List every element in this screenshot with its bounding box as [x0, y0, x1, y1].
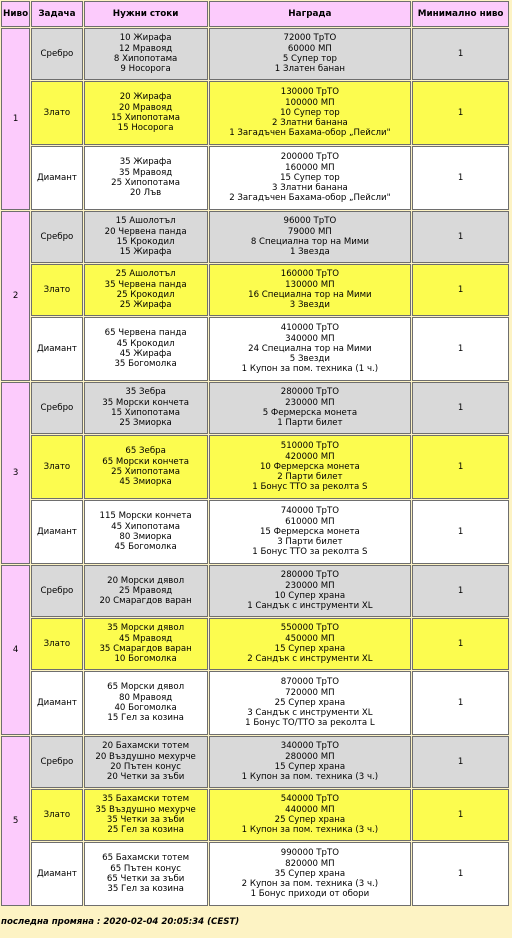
reward-item: 450000 МП — [285, 633, 335, 644]
reward-cell — [209, 317, 412, 381]
min-level-cell: 1 — [412, 842, 509, 906]
required-item: 15 Ашолотъл — [115, 216, 176, 227]
reward-item: 1 Сандък с инструменти XL — [247, 601, 373, 612]
required-item: 25 Мравояд — [118, 585, 173, 596]
required-item: 45 Крокодил — [116, 338, 175, 349]
reward-item: 610000 МП — [285, 516, 335, 527]
reward-item: 5 Супер тор — [282, 54, 337, 64]
required-items-cell — [84, 435, 208, 499]
required-item: 20 Пътен конус — [110, 762, 181, 772]
reward-item: 15 Фермерска монета — [259, 526, 360, 537]
task-tier-cell: Злато — [31, 264, 82, 316]
reward-item: 15 Супер тор — [280, 172, 340, 183]
required-item: 65 Морски дявол — [107, 682, 185, 693]
required-item: 45 Жирафа — [119, 349, 172, 359]
required-item: 10 Богомолка — [114, 654, 177, 665]
required-items-cell — [84, 81, 208, 145]
table-row — [1, 500, 509, 564]
reward-item: 10 Фермерска монета — [259, 461, 360, 472]
required-item: 15 Жирафа — [119, 247, 172, 258]
required-item: 40 Богомолка — [114, 703, 177, 713]
table-row — [1, 565, 509, 617]
required-item: 20 Червена панда — [104, 226, 187, 237]
level-cell: 1 — [1, 28, 30, 210]
required-item: 35 Гел за козина — [107, 884, 184, 895]
min-level-cell: 1 — [412, 264, 509, 316]
reward-cell — [209, 671, 412, 735]
reward-item: 230000 МП — [285, 397, 335, 408]
table-row — [1, 435, 509, 499]
reward-item: 1 Купон за пом. техника (3 ч.) — [241, 772, 379, 783]
reward-item: 160000 ТрТО — [280, 269, 340, 280]
reward-item: 410000 ТрТО — [280, 323, 340, 334]
reward-item: 100000 МП — [285, 97, 335, 108]
reward-cell — [209, 500, 412, 564]
min-level-cell: 1 — [412, 789, 509, 841]
required-items-cell — [84, 736, 208, 788]
required-item: 65 Червена панда — [104, 328, 187, 339]
table-row — [1, 28, 509, 80]
required-item: 35 Мравояд — [118, 167, 173, 178]
required-items-cell — [84, 211, 208, 263]
reward-cell — [209, 146, 412, 210]
header-task: Задача — [31, 1, 82, 27]
reward-item: 740000 ТрТО — [280, 506, 340, 517]
required-items-cell — [84, 618, 208, 670]
required-item: 25 Жирафа — [119, 300, 172, 311]
table-body — [1, 28, 509, 906]
reward-cell — [209, 565, 412, 617]
reward-item: 200000 ТрТО — [280, 152, 340, 163]
required-item: 65 Морски кончета — [102, 456, 189, 467]
required-item: 35 Жирафа — [119, 157, 172, 168]
required-item: 15 Хипопотама — [111, 408, 181, 418]
header-min-level: Минимално ниво — [412, 1, 509, 27]
task-tier-cell: Диамант — [31, 146, 82, 210]
reward-item: 340000 ТрТО — [280, 741, 340, 752]
min-level-cell: 1 — [412, 736, 509, 788]
required-item: 20 Смарагдов варан — [99, 596, 192, 607]
reward-cell — [209, 435, 412, 499]
required-item: 20 Въздушно мехурче — [95, 751, 196, 762]
reward-cell — [209, 789, 412, 841]
required-item: 20 Четки за зъби — [106, 772, 185, 783]
reward-item: 1 Златен банан — [274, 64, 345, 75]
task-tier-cell: Сребро — [31, 382, 82, 434]
reward-item: 510000 ТрТО — [280, 441, 340, 452]
task-tier-cell: Злато — [31, 435, 82, 499]
reward-item: 15 Супер храна — [274, 762, 346, 772]
required-item: 35 Морски кончета — [102, 397, 189, 408]
reward-item: 96000 ТрТО — [283, 216, 337, 227]
table-row — [1, 146, 509, 210]
task-tier-cell: Диамант — [31, 317, 82, 381]
level-cell: 5 — [1, 736, 30, 906]
required-item: 15 Носорога — [117, 123, 174, 134]
task-tier-cell: Злато — [31, 618, 82, 670]
required-items-cell — [84, 842, 208, 906]
required-items-cell — [84, 500, 208, 564]
task-tier-cell: Диамант — [31, 671, 82, 735]
reward-item: 820000 МП — [285, 858, 335, 869]
reward-item: 10 Супер тор — [280, 107, 340, 118]
reward-item: 1 Загадъчен Бахама-обор „Пейсли" — [229, 128, 391, 139]
table-row — [1, 264, 509, 316]
required-item: 35 Смарагдов варан — [99, 644, 192, 654]
reward-item: 280000 ТрТО — [280, 387, 340, 398]
task-tier-cell: Сребро — [31, 736, 82, 788]
required-items-cell — [84, 28, 208, 80]
reward-item: 3 Златни банана — [272, 183, 348, 194]
reward-item: 1 Бонус приходи от обори — [250, 889, 370, 900]
reward-item: 550000 ТрТО — [280, 623, 340, 634]
reward-item: 25 Супер храна — [274, 815, 346, 825]
required-item: 65 Четки за зъби — [106, 874, 185, 884]
table-row — [1, 789, 509, 841]
header-level: Ниво — [1, 1, 30, 27]
required-item: 12 Мравояд — [118, 43, 173, 54]
reward-cell — [209, 382, 412, 434]
min-level-cell: 1 — [412, 146, 509, 210]
required-items-cell — [84, 565, 208, 617]
required-item: 45 Хипопотама — [111, 521, 181, 532]
required-item: 35 Четки за зъби — [106, 815, 185, 825]
required-item: 45 Змиорка — [119, 477, 172, 488]
required-item: 10 Жирафа — [119, 33, 172, 44]
required-item: 20 Мравояд — [118, 102, 173, 113]
reward-item: 420000 МП — [285, 451, 335, 462]
reward-item: 16 Специална тор на Мими — [248, 290, 372, 300]
task-tier-cell: Сребро — [31, 211, 82, 263]
task-tier-cell: Сребро — [31, 565, 82, 617]
reward-item: 340000 МП — [285, 333, 335, 344]
reward-item: 2 Купон за пом. техника (3 ч.) — [241, 879, 379, 890]
required-items-cell — [84, 789, 208, 841]
reward-item: 280000 МП — [285, 751, 335, 762]
reward-item: 2 Загадъчен Бахама-обор „Пейсли" — [229, 193, 391, 204]
required-item: 35 Зебра — [125, 387, 166, 398]
required-item: 25 Хипопотама — [111, 178, 181, 188]
min-level-cell: 1 — [412, 317, 509, 381]
required-item: 20 Морски дявол — [107, 575, 185, 586]
task-tier-cell: Сребро — [31, 28, 82, 80]
table-row — [1, 618, 509, 670]
required-item: 25 Хипопотама — [111, 467, 181, 477]
reward-item: 160000 МП — [285, 162, 335, 173]
reward-item: 5 Звезди — [289, 354, 330, 365]
table-row — [1, 671, 509, 735]
required-item: 45 Богомолка — [114, 542, 177, 553]
required-item: 25 Крокодил — [116, 290, 175, 300]
reward-item: 15 Супер храна — [274, 644, 346, 654]
required-items-cell — [84, 264, 208, 316]
reward-item: 24 Специална тор на Мими — [248, 343, 372, 354]
reward-item: 230000 МП — [285, 580, 335, 591]
reward-item: 2 Златни банана — [272, 118, 348, 129]
required-item: 45 Мравояд — [118, 633, 173, 644]
task-tier-cell: Диамант — [31, 842, 82, 906]
min-level-cell: 1 — [412, 435, 509, 499]
reward-cell — [209, 736, 412, 788]
reward-item: 5 Фермерска монета — [262, 408, 358, 418]
reward-item: 440000 МП — [285, 804, 335, 815]
min-level-cell: 1 — [412, 81, 509, 145]
reward-item: 3 Сандък с инструменти XL — [247, 708, 373, 719]
min-level-cell: 1 — [412, 618, 509, 670]
reward-cell — [209, 81, 412, 145]
table-row — [1, 317, 509, 381]
reward-cell — [209, 618, 412, 670]
reward-item: 2 Парти билет — [277, 472, 343, 483]
level-cell: 4 — [1, 565, 30, 735]
min-level-cell: 1 — [412, 500, 509, 564]
reward-item: 540000 ТрТО — [280, 794, 340, 805]
reward-item: 8 Специална тор на Мими — [250, 237, 369, 247]
table-row — [1, 842, 509, 906]
reward-cell — [209, 842, 412, 906]
required-item: 20 Жирафа — [119, 92, 172, 103]
required-item: 20 Бахамски тотем — [102, 741, 190, 752]
required-item: 25 Гел за козина — [107, 825, 184, 836]
task-tier-cell: Злато — [31, 81, 82, 145]
last-modified-note: последна промяна : 2020-02-04 20:05:34 (CEST) — [1, 917, 240, 927]
required-item: 65 Зебра — [125, 446, 166, 457]
required-item: 65 Бахамски тотем — [102, 853, 190, 864]
required-item: 15 Крокодил — [116, 237, 175, 247]
reward-item: 720000 МП — [285, 687, 335, 698]
required-items-cell — [84, 671, 208, 735]
reward-item: 1 Купон за пом. техника (3 ч.) — [241, 825, 379, 836]
reward-item: 1 Бонус ТТО за реколта S — [252, 482, 368, 493]
reward-item: 1 Парти билет — [277, 418, 343, 429]
required-item: 35 Богомолка — [114, 359, 177, 370]
reward-item: 1 Бонус ТТО за реколта S — [252, 547, 368, 558]
required-item: 80 Мравояд — [118, 692, 173, 703]
required-items-cell — [84, 146, 208, 210]
required-item: 8 Хипопотама — [113, 54, 178, 64]
required-item: 65 Пътен конус — [110, 863, 181, 874]
task-tier-cell: Диамант — [31, 500, 82, 564]
reward-item: 10 Супер храна — [274, 591, 346, 601]
min-level-cell: 1 — [412, 565, 509, 617]
reward-item: 35 Супер храна — [274, 868, 346, 879]
required-items-cell — [84, 382, 208, 434]
reward-item: 130000 ТрТО — [280, 87, 340, 98]
min-level-cell: 1 — [412, 382, 509, 434]
header-reward: Награда — [209, 1, 412, 27]
reward-item: 1 Купон за пом. техника (1 ч.) — [241, 364, 379, 375]
required-items-cell — [84, 317, 208, 381]
reward-item: 25 Супер храна — [274, 697, 346, 708]
task-tier-cell: Злато — [31, 789, 82, 841]
required-item: 35 Червена панда — [104, 279, 187, 290]
min-level-cell: 1 — [412, 211, 509, 263]
table-row — [1, 211, 509, 263]
required-item: 35 Въздушно мехурче — [95, 804, 196, 815]
reward-item: 79000 МП — [287, 226, 332, 237]
required-item: 15 Гел за козина — [107, 713, 184, 724]
required-item: 35 Бахамски тотем — [102, 794, 190, 805]
reward-item: 280000 ТрТО — [280, 570, 340, 581]
table-header-row — [1, 1, 509, 27]
reward-item: 130000 МП — [285, 279, 335, 290]
reward-item: 3 Парти билет — [277, 537, 343, 548]
required-item: 20 Лъв — [129, 188, 162, 199]
required-item: 25 Ашолотъл — [115, 269, 176, 280]
min-level-cell: 1 — [412, 28, 509, 80]
level-cell: 2 — [1, 211, 30, 381]
reward-item: 1 Бонус ТО/ТТО за реколта L — [245, 718, 375, 729]
required-item: 115 Морски кончета — [99, 511, 192, 522]
reward-item: 3 Звезди — [289, 300, 330, 311]
required-item: 25 Змиорка — [119, 418, 172, 429]
reward-item: 1 Звезда — [289, 247, 330, 258]
table-row — [1, 736, 509, 788]
reward-item: 2 Сандък с инструменти XL — [247, 654, 373, 665]
table-row — [1, 81, 509, 145]
reward-item: 60000 МП — [287, 43, 332, 54]
level-cell: 3 — [1, 382, 30, 564]
required-item: 9 Носорога — [120, 64, 171, 75]
reward-item: 72000 ТрТО — [283, 33, 337, 44]
required-item: 35 Морски дявол — [107, 623, 185, 634]
required-item: 80 Змиорка — [119, 532, 172, 542]
table-row — [1, 382, 509, 434]
reward-item: 990000 ТрТО — [280, 848, 340, 859]
header-items: Нужни стоки — [84, 1, 208, 27]
reward-cell — [209, 264, 412, 316]
required-item: 15 Хипопотама — [111, 113, 181, 123]
min-level-cell: 1 — [412, 671, 509, 735]
reward-cell — [209, 28, 412, 80]
reward-cell — [209, 211, 412, 263]
reward-item: 870000 ТрТО — [280, 677, 340, 688]
